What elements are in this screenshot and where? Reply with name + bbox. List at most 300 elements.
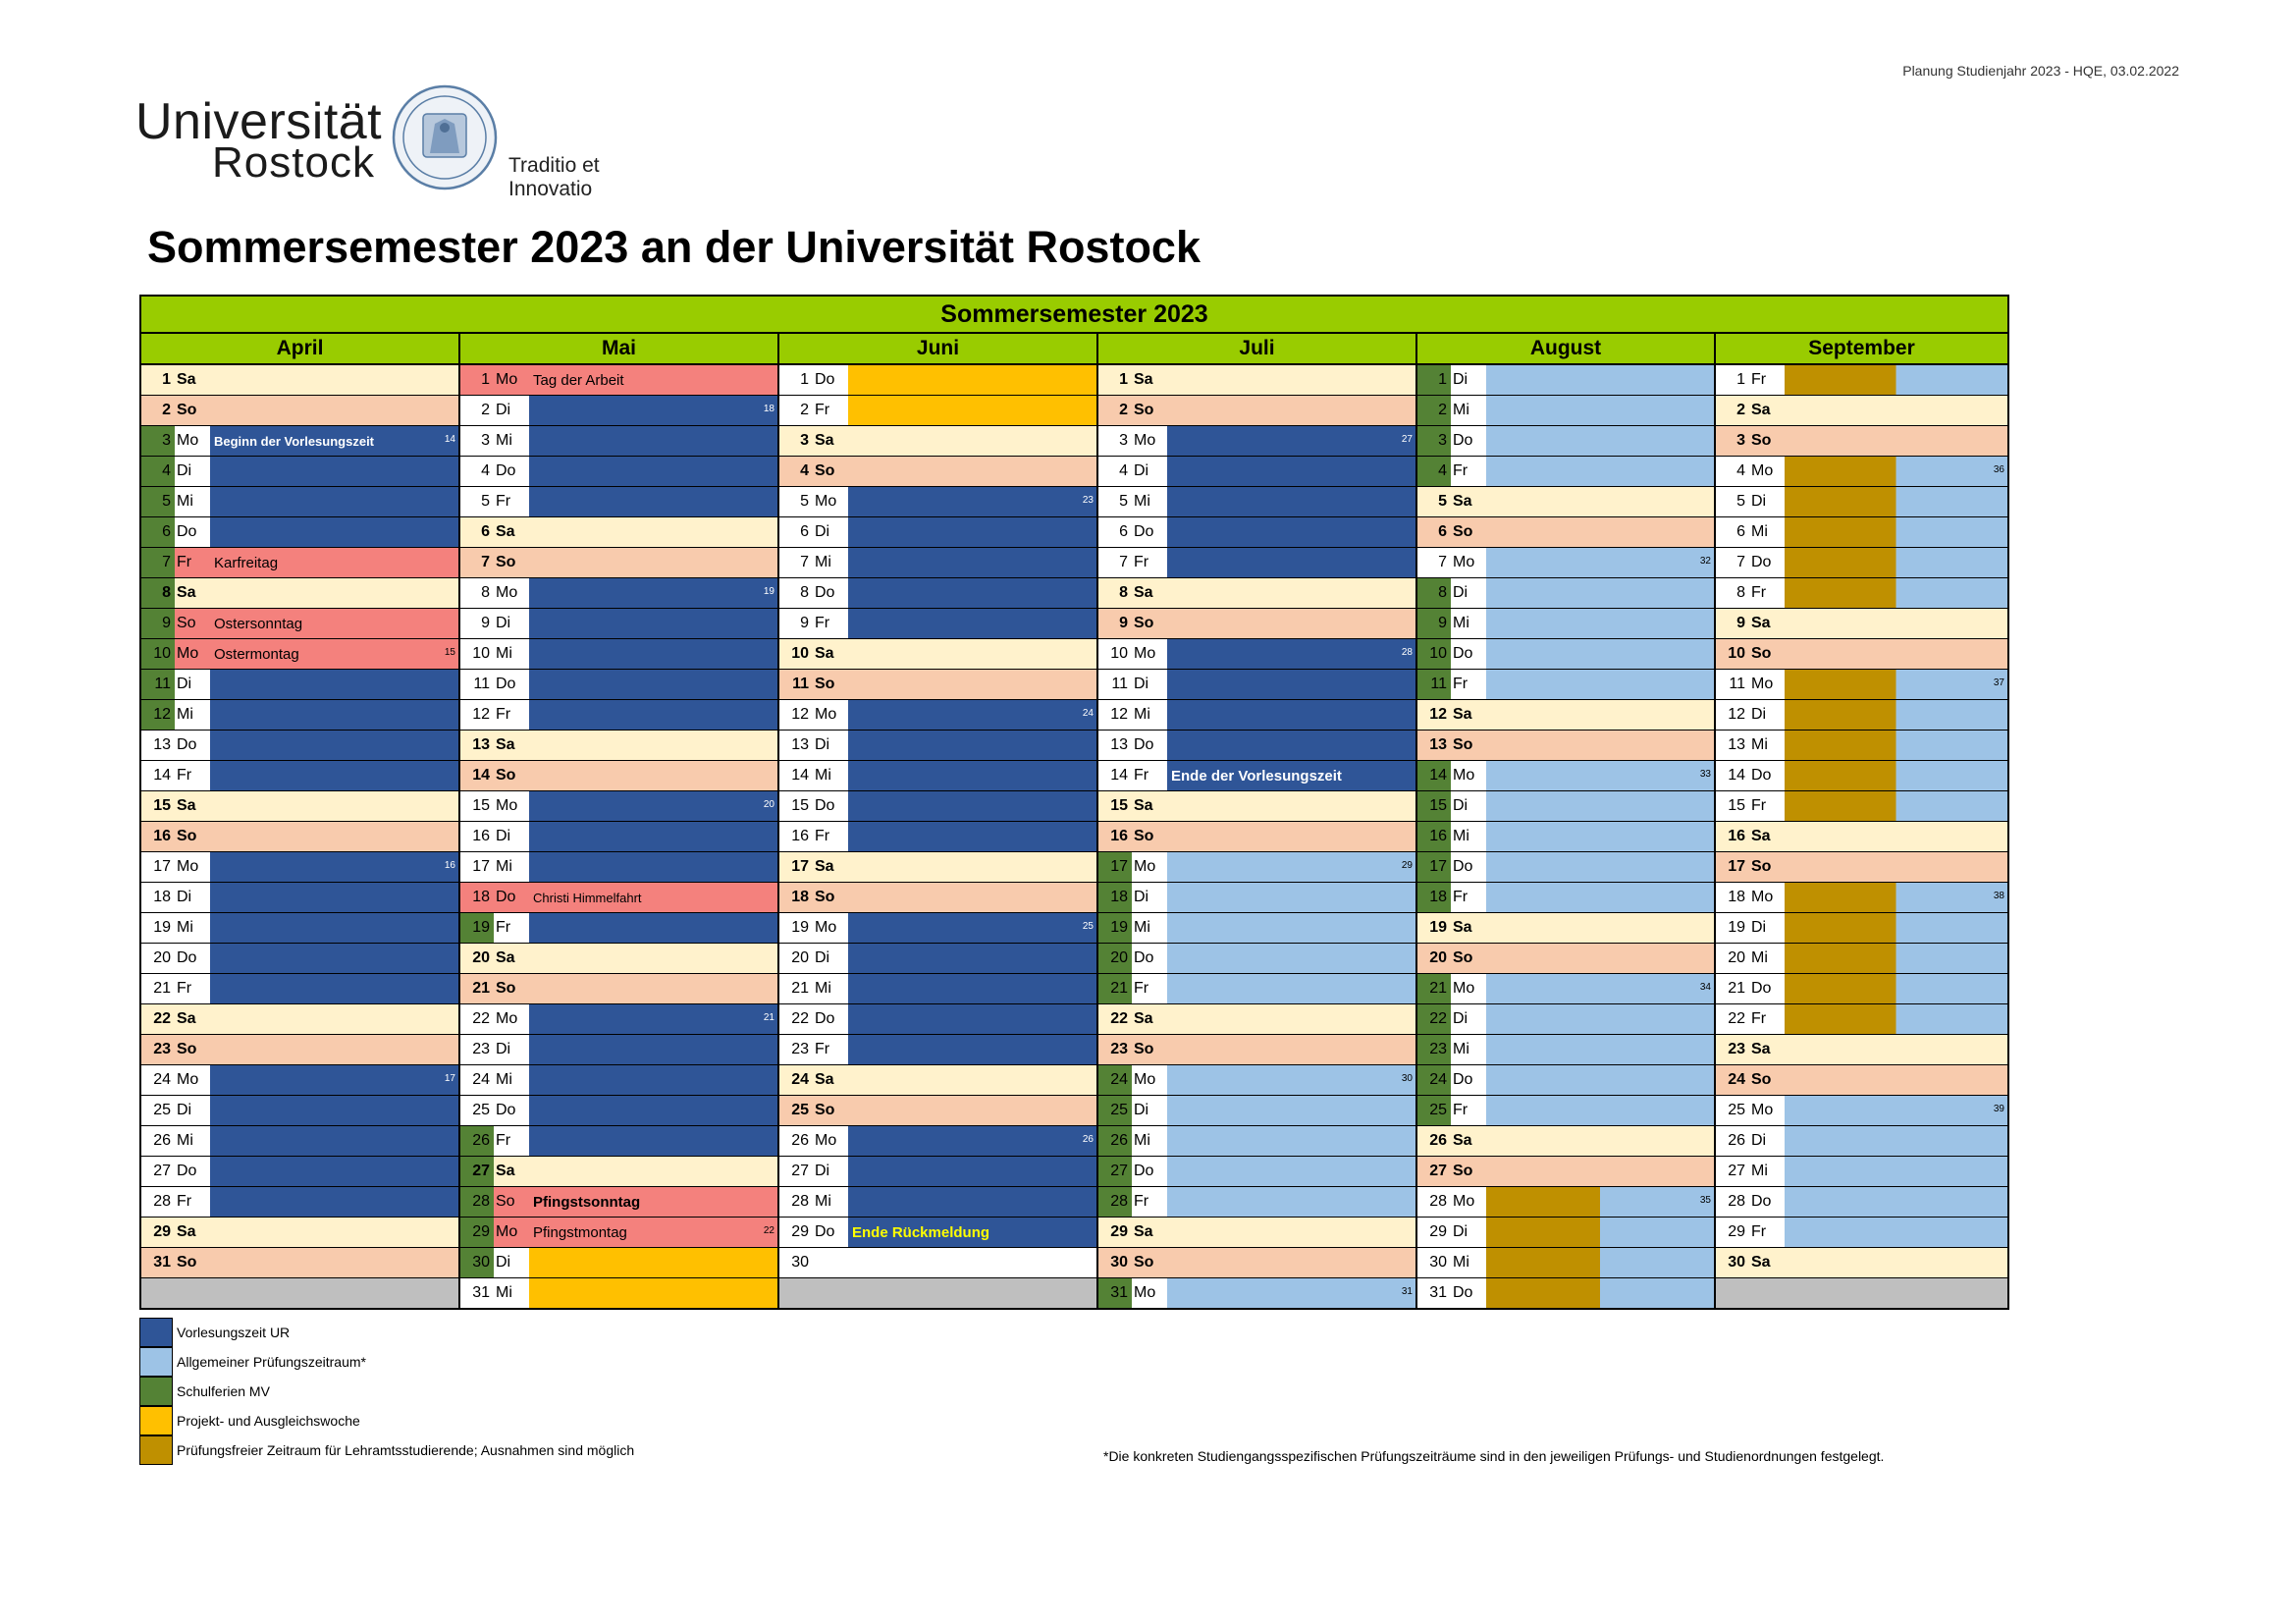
day-label [1098, 1218, 1167, 1247]
period-bar [1167, 731, 1415, 760]
weekday: Fr [1453, 676, 1468, 692]
day-number: 4 [481, 462, 490, 479]
period-bar [848, 1126, 1096, 1156]
day-label [779, 457, 848, 486]
day-label [460, 1096, 529, 1125]
day-cell [140, 822, 459, 852]
period-bar [1785, 1248, 2007, 1277]
period-bar [529, 761, 777, 790]
day-number: 9 [481, 615, 490, 631]
day-label [1098, 944, 1167, 973]
day-number: 17 [472, 858, 490, 875]
day-label [1417, 639, 1486, 669]
period-bar [210, 396, 458, 425]
day-number: 30 [1728, 1254, 1745, 1271]
weekday: Fr [496, 1132, 511, 1149]
day-number: 31 [1110, 1284, 1128, 1301]
day-number: 16 [1429, 828, 1447, 844]
day-cell [140, 883, 459, 913]
day-label [1098, 517, 1167, 547]
weekday: Mo [1751, 676, 1774, 692]
weekday: Mi [496, 432, 512, 449]
weekday: Mo [496, 371, 518, 388]
period-bar [1785, 700, 2007, 730]
period-bar [210, 517, 458, 547]
weekday: Sa [177, 797, 196, 814]
day-cell [140, 548, 459, 578]
period-bar [210, 1096, 458, 1125]
weekday: Do [177, 523, 197, 540]
calendar-week-number: 29 [1401, 860, 1413, 871]
day-number: 18 [153, 889, 171, 905]
day-label [460, 913, 529, 943]
weekday: Do [177, 736, 197, 753]
day-cell [1715, 1096, 2008, 1126]
day-cell [1715, 1278, 2008, 1310]
period-bar [529, 731, 777, 760]
period-bar [1785, 670, 2007, 699]
day-label [1716, 1218, 1785, 1247]
weekday: Do [177, 1163, 197, 1179]
day-number: 24 [1110, 1071, 1128, 1088]
day-label [141, 852, 210, 882]
day-number: 11 [154, 676, 171, 692]
day-number: 25 [1110, 1102, 1128, 1118]
day-label [460, 883, 529, 912]
day-number: 16 [472, 828, 490, 844]
day-cell [459, 1004, 778, 1035]
day-cell [1416, 883, 1715, 913]
period-bar [1785, 1035, 2007, 1064]
day-number: 25 [1429, 1102, 1447, 1118]
day-cell [1097, 609, 1416, 639]
weekday: Do [496, 676, 516, 692]
day-cell [1715, 1218, 2008, 1248]
period-bar [210, 457, 458, 486]
period-bar [1486, 1157, 1714, 1186]
weekday: Mi [1453, 828, 1469, 844]
day-label [460, 791, 529, 821]
weekday: Sa [815, 1071, 834, 1088]
period-bar [210, 1218, 458, 1247]
day-cell [140, 1248, 459, 1278]
period-bar [1486, 548, 1714, 577]
weekday: Mi [496, 858, 512, 875]
weekday: Mi [1453, 402, 1469, 418]
day-cell [1416, 974, 1715, 1004]
day-number: 21 [1728, 980, 1745, 997]
day-cell [1416, 700, 1715, 731]
weekday: Mi [496, 1071, 512, 1088]
day-cell [1416, 609, 1715, 639]
day-cell [1715, 944, 2008, 974]
weekday: So [1134, 1254, 1154, 1271]
event-label: Christi Himmelfahrt [533, 890, 642, 905]
day-label [141, 548, 210, 577]
period-bar [1486, 731, 1714, 760]
weekday: Di [496, 1041, 511, 1057]
period-bar [1167, 365, 1415, 395]
period-bar [848, 670, 1096, 699]
weekday: Sa [496, 1163, 515, 1179]
calendar-week-number: 16 [444, 860, 455, 871]
calendar-week-number: 39 [1993, 1104, 2004, 1114]
day-number: 6 [800, 523, 809, 540]
day-number: 30 [1429, 1254, 1447, 1271]
weekday: Sa [1453, 493, 1472, 510]
day-cell [140, 517, 459, 548]
period-bar [1785, 1004, 2007, 1034]
day-number: 15 [1110, 797, 1128, 814]
day-cell [1097, 731, 1416, 761]
day-cell [1097, 1004, 1416, 1035]
weekday: Mi [1751, 736, 1768, 753]
day-number: 10 [1728, 645, 1745, 662]
legend-label: Schulferien MV [177, 1383, 270, 1399]
day-number: 19 [791, 919, 809, 936]
month-header: April [140, 333, 459, 364]
period-bar [1486, 913, 1714, 943]
day-label [779, 852, 848, 882]
day-label [460, 731, 529, 760]
day-cell [1097, 761, 1416, 791]
day-cell [778, 944, 1097, 974]
day-label [779, 1035, 848, 1064]
weekday: Mo [177, 432, 199, 449]
period-bar [1167, 1218, 1415, 1247]
event-label: Beginn der Vorlesungszeit [214, 433, 375, 449]
day-cell [1715, 1035, 2008, 1065]
weekday: Di [1751, 1132, 1767, 1149]
weekday: Do [815, 371, 835, 388]
weekday: Fr [815, 1041, 830, 1057]
day-label [460, 578, 529, 608]
weekday: Sa [1134, 371, 1153, 388]
day-number: 10 [1110, 645, 1128, 662]
day-label [1716, 365, 1785, 395]
weekday: Mo [1134, 1284, 1156, 1301]
period-bar [210, 1187, 458, 1217]
calendar-week-number: 36 [1993, 464, 2004, 475]
legend-swatch [139, 1435, 173, 1465]
period-bar [210, 609, 458, 638]
day-number: 24 [1429, 1071, 1447, 1088]
day-cell [1715, 883, 2008, 913]
day-cell [459, 426, 778, 457]
period-bar [210, 1248, 458, 1277]
day-cell [459, 609, 778, 639]
legend-label: Projekt- und Ausgleichswoche [177, 1413, 360, 1429]
period-bar [529, 944, 777, 973]
period-bar [848, 1096, 1096, 1125]
calendar-week-number: 33 [1699, 769, 1711, 780]
period-bar [848, 700, 1096, 730]
day-number: 5 [800, 493, 809, 510]
day-number: 22 [472, 1010, 490, 1027]
day-cell [140, 944, 459, 974]
weekday: Do [815, 1223, 835, 1240]
period-bar [1486, 822, 1714, 851]
day-label [779, 517, 848, 547]
period-bar [848, 578, 1096, 608]
weekday: Fr [177, 554, 192, 570]
day-number: 9 [1438, 615, 1447, 631]
day-number: 16 [791, 828, 809, 844]
weekday: Sa [1134, 1223, 1153, 1240]
day-cell [778, 1278, 1097, 1310]
period-bar [210, 1157, 458, 1186]
weekday: Fr [815, 402, 830, 418]
day-cell [459, 1096, 778, 1126]
weekday: Mi [815, 1193, 831, 1210]
calendar-week-number: 20 [763, 799, 774, 810]
weekday: Mi [1453, 615, 1469, 631]
weekday: So [1453, 523, 1473, 540]
day-cell [778, 578, 1097, 609]
day-cell [778, 1035, 1097, 1065]
period-bar [529, 1004, 777, 1034]
day-number: 28 [153, 1193, 171, 1210]
period-bar [1167, 944, 1415, 973]
day-cell [1715, 396, 2008, 426]
day-label [779, 1126, 848, 1156]
weekday: Mo [815, 1132, 837, 1149]
weekday: Sa [1453, 919, 1472, 936]
period-bar [210, 944, 458, 973]
day-number: 25 [153, 1102, 171, 1118]
day-label [1417, 1126, 1486, 1156]
day-label [1098, 913, 1167, 943]
period-bar [210, 913, 458, 943]
weekday: Sa [815, 432, 834, 449]
day-number: 5 [1438, 493, 1447, 510]
day-label [1417, 1035, 1486, 1064]
day-cell [459, 913, 778, 944]
day-number: 20 [1728, 949, 1745, 966]
day-number: 23 [153, 1041, 171, 1057]
day-number: 14 [472, 767, 490, 784]
day-number: 3 [481, 432, 490, 449]
period-bar [1486, 1126, 1714, 1156]
period-bar [848, 487, 1096, 516]
day-label [1098, 852, 1167, 882]
period-bar [1486, 1065, 1714, 1095]
day-label [1098, 1004, 1167, 1034]
day-label [460, 457, 529, 486]
period-bar [1785, 457, 2007, 486]
weekday: Di [1453, 797, 1468, 814]
day-cell [1416, 761, 1715, 791]
day-cell [1097, 364, 1416, 396]
day-number: 20 [472, 949, 490, 966]
period-bar [529, 670, 777, 699]
weekday: So [496, 554, 516, 570]
period-bar [1167, 548, 1415, 577]
day-cell [1097, 883, 1416, 913]
day-number: 9 [1736, 615, 1745, 631]
day-cell [1416, 1126, 1715, 1157]
planning-note: Planung Studienjahr 2023 - HQE, 03.02.2022 [1902, 63, 2179, 79]
day-label [1098, 700, 1167, 730]
day-cell [1097, 1035, 1416, 1065]
day-label [779, 1218, 848, 1247]
event-label: Karfreitag [214, 554, 279, 571]
day-cell [1097, 1157, 1416, 1187]
weekday: Di [496, 402, 511, 418]
weekday: Mo [1134, 645, 1156, 662]
day-number: 1 [1438, 371, 1447, 388]
weekday: Do [496, 1102, 516, 1118]
day-number: 15 [472, 797, 490, 814]
day-label [779, 913, 848, 943]
period-bar [848, 761, 1096, 790]
day-label [141, 396, 210, 425]
weekday: Mi [1751, 1163, 1768, 1179]
event-label: Ende Rückmeldung [852, 1223, 990, 1241]
day-label [460, 1004, 529, 1034]
day-number: 9 [800, 615, 809, 631]
weekday: Di [1453, 1010, 1468, 1027]
day-number: 12 [153, 706, 171, 723]
period-bar [1785, 1065, 2007, 1095]
period-bar [1167, 1248, 1415, 1277]
weekday: Mo [1751, 462, 1774, 479]
period-bar [1486, 852, 1714, 882]
day-number: 3 [800, 432, 809, 449]
weekday: Do [1134, 736, 1154, 753]
period-bar [1167, 913, 1415, 943]
day-number: 19 [472, 919, 490, 936]
period-bar [1486, 517, 1714, 547]
period-bar [1167, 852, 1415, 882]
day-number: 13 [1110, 736, 1128, 753]
day-number: 7 [481, 554, 490, 570]
weekday: Di [177, 1102, 192, 1118]
day-number: 15 [1728, 797, 1745, 814]
weekday: Di [177, 462, 192, 479]
day-cell [140, 1004, 459, 1035]
day-number: 22 [153, 1010, 171, 1027]
day-cell [1715, 791, 2008, 822]
day-cell [1097, 1248, 1416, 1278]
weekday: Mi [177, 1132, 193, 1149]
period-bar [1167, 670, 1415, 699]
day-cell [140, 1126, 459, 1157]
day-label [141, 1218, 210, 1247]
day-cell [140, 364, 459, 396]
calendar-week-number: 37 [1993, 677, 2004, 688]
period-bar [1486, 487, 1714, 516]
day-label [141, 700, 210, 730]
day-label [141, 1248, 210, 1277]
day-cell [1097, 548, 1416, 578]
day-cell [778, 396, 1097, 426]
period-bar [529, 1187, 777, 1217]
period-bar [1167, 1004, 1415, 1034]
day-number: 27 [153, 1163, 171, 1179]
day-cell [140, 700, 459, 731]
day-number: 11 [1111, 676, 1128, 692]
day-number: 27 [791, 1163, 809, 1179]
day-label [1417, 670, 1486, 699]
day-number: 3 [1438, 432, 1447, 449]
day-cell [1715, 578, 2008, 609]
day-cell [778, 822, 1097, 852]
day-number: 17 [1429, 858, 1447, 875]
calendar-week-number: 14 [444, 434, 455, 445]
day-label [779, 761, 848, 790]
day-cell [459, 1248, 778, 1278]
day-number: 11 [1430, 676, 1447, 692]
period-bar [210, 487, 458, 516]
day-label [460, 487, 529, 516]
period-bar [210, 670, 458, 699]
day-cell [1715, 1004, 2008, 1035]
period-bar [1785, 639, 2007, 669]
day-label [460, 517, 529, 547]
day-number: 19 [153, 919, 171, 936]
day-number: 20 [1110, 949, 1128, 966]
day-label [1716, 1187, 1785, 1217]
day-label [779, 1157, 848, 1186]
weekday: Di [1453, 584, 1468, 601]
day-label [1417, 1157, 1486, 1186]
day-cell [1097, 1126, 1416, 1157]
logo-line-2: Rostock [212, 138, 375, 187]
period-bar [1167, 396, 1415, 425]
month-header: Mai [459, 333, 778, 364]
day-label [460, 426, 529, 456]
month-header: Juni [778, 333, 1097, 364]
day-number: 15 [153, 797, 171, 814]
calendar-week-number: 31 [1401, 1286, 1413, 1297]
day-label [460, 1065, 529, 1095]
day-number: 27 [472, 1163, 490, 1179]
day-number: 7 [162, 554, 171, 570]
day-label [141, 487, 210, 516]
weekday: Fr [177, 1193, 192, 1210]
period-bar [848, 365, 1096, 395]
day-cell [1715, 913, 2008, 944]
day-number: 18 [791, 889, 809, 905]
day-number: 6 [1736, 523, 1745, 540]
day-number: 13 [791, 736, 809, 753]
day-label [460, 974, 529, 1003]
day-number: 10 [791, 645, 809, 662]
day-label [141, 731, 210, 760]
day-label [1716, 883, 1785, 912]
period-bar [1167, 1065, 1415, 1095]
period-bar [1167, 517, 1415, 547]
period-bar [1486, 1248, 1714, 1277]
weekday: Fr [1134, 980, 1149, 997]
weekday: Sa [496, 523, 515, 540]
day-label [141, 761, 210, 790]
period-bar [210, 822, 458, 851]
day-label [1417, 548, 1486, 577]
calendar-week-number: 17 [444, 1073, 455, 1084]
day-cell [459, 396, 778, 426]
day-cell [1715, 1126, 2008, 1157]
day-label [1417, 1278, 1486, 1308]
period-bar [1486, 944, 1714, 973]
day-number: 13 [1429, 736, 1447, 753]
day-cell [1416, 364, 1715, 396]
day-cell [1715, 700, 2008, 731]
day-number: 12 [1429, 706, 1447, 723]
day-label [460, 365, 529, 395]
day-label [1417, 883, 1486, 912]
